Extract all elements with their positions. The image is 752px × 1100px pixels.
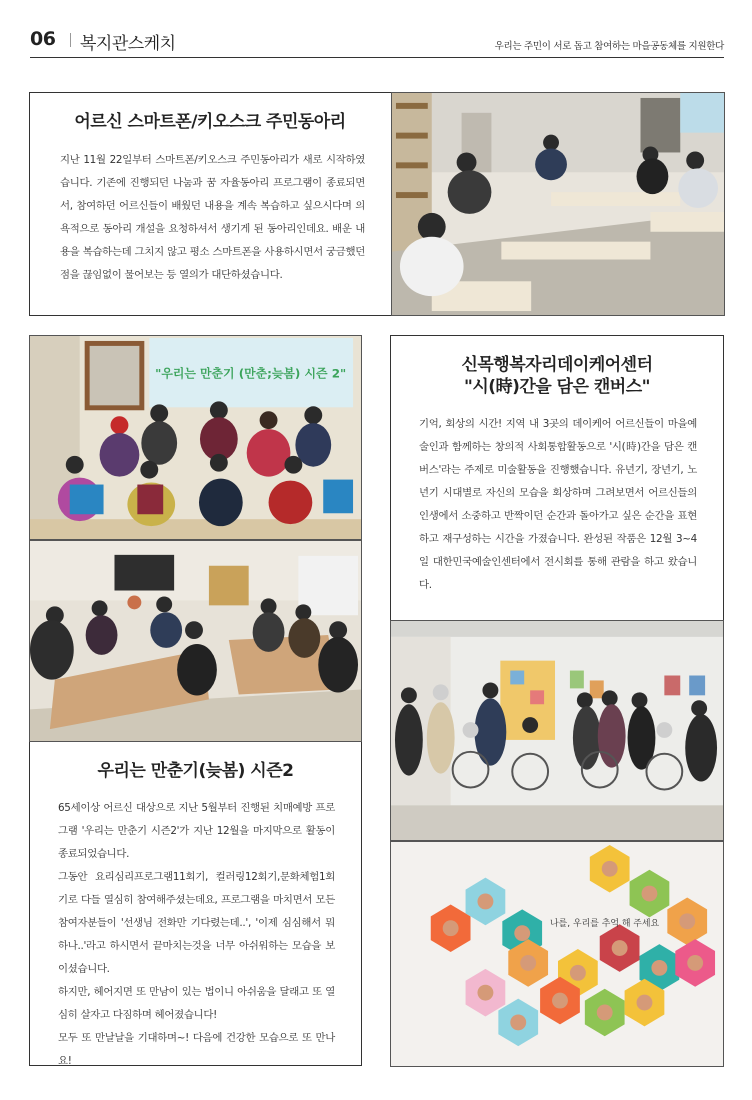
article-paragraph: 65세이상 어르신 대상으로 지난 5월부터 진행된 치매예방 프로그램 '우리는 만춘기 시즌2'가 지난 12월을 마지막으로 활동이 종료되었습니다.: [58, 802, 335, 860]
article-title: 우리는 만춘기(늦봄) 시즌2: [97, 761, 294, 781]
article-body: 지난 11월 22일부터 스마트폰/키오스크 주민동아리가 새로 시작하였습니다. 기존에 진행되던 나눔과 꿈 자율동아리 프로그램이 종료되면서, 참여하던 어르신들이 배웠던 내용을 계속 복습하고 싶으시다며 의욕적으로 동아리 개설을 요청하셔서 생기게 된 동아리인데요. 배운 내용을 복습하는데 그치지 않고 평소 스마트폰을 사용하시면서 궁금했던 점을 끊임없이 물어보는 등 열의가 대단하셨습니다.: [60, 154, 365, 281]
page-header: [30, 28, 724, 58]
hexagon-portraits-wall-photo: [390, 841, 724, 1067]
header-rule: [30, 57, 724, 58]
banner-title: "우리는 만춘기 (만춘;늦봄) 시즌 2": [155, 366, 347, 381]
wall-handwriting: 나를, 우리를 추억 해 주세요: [550, 919, 660, 930]
header-divider: [70, 33, 71, 47]
cooking-class-photo: [29, 540, 362, 742]
article-title-line2: "시(時)간을 담은 캔버스": [464, 377, 650, 397]
article-paragraph: 모두 또 만날날을 기대하며~! 다음에 건강한 모습으로 또 만나요!: [58, 1032, 335, 1067]
section-title: 복지관스케치: [80, 34, 176, 54]
article-body: [58, 797, 335, 1073]
exhibition-group-photo: [390, 620, 724, 841]
article-paragraph: 하지만, 헤어지면 또 만남이 있는 법이니 아쉬움을 달래고 또 열심히 살자고 다짐하며 헤어졌습니다!: [58, 986, 335, 1021]
page-number: 06: [30, 28, 56, 50]
article-body: 기억, 회상의 시간! 지역 내 3곳의 데이케어 어르신들이 마을예술인과 함께하는 창의적 사회통합활동으로 '시(時)간을 담은 캔버스'라는 주제로 미술활동을 진행했습니다. 유년기, 장년기, 노년기 시대별로 자신의 모습을 회상하며 그려보면서 어르신들의 인생에서 소중하고 반짝이던 순간과 돌아가고 싶은 순간을 표현하고 재구성하는 시간을 가졌습니다. 완성된 작품은 12월 3~4일 대한민국예술인센터에서 전시회를 통해 관람을 하고 왔습니다.: [419, 418, 697, 591]
group-photo-certificates: [29, 335, 362, 540]
header-tagline: 우리는 주민이 서로 돕고 참여하는 마을공동체를 지원한다: [494, 41, 724, 52]
article-title: 어르신 스마트폰/키오스크 주민동아리: [74, 112, 346, 132]
article-smartphone-club: [29, 92, 724, 316]
smartphone-class-photo: [391, 92, 725, 316]
article-paragraph: 그동안 요리심리프로그램11회기, 컬러링12회기,문화체험1회기로 다들 열심히 참여해주셨는데요, 프로그램을 마치면서 모든 참여자분들이 '선생님 전화만 기다렸는데..', '이제 심심해서 뭐하나..'라고 하시면서 끝마치는것을 너무 아쉬워하는 모습을 보이셨습니다.: [58, 871, 335, 975]
article-manchungi-season2: [29, 335, 362, 1066]
article-title-line1: 신목행복자리데이케어센터: [461, 355, 653, 375]
article-canvas-of-time: [390, 335, 724, 1066]
